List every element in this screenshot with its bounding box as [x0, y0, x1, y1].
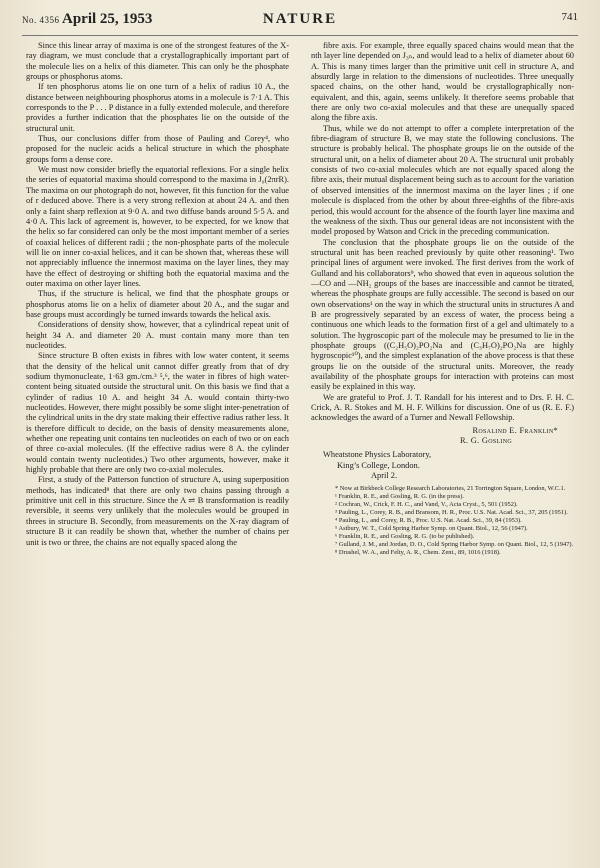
reference-item: * Now at Birkbeck College Research Laboratories, 21 Torrington Square, London, W.C.1. — [335, 485, 566, 493]
paragraph: Thus, if the structure is helical, we find that the phosphate groups or phosphorus atoms lie on a helix of diameter about 20 A., and the sugar and base groups must accordingly be turned inwards towards the helical axis. — [26, 289, 289, 319]
acknowledgements: We are grateful to Prof. J. T. Randall for his interest and to Drs. F. H. C. Crick, A. R. Stokes and M. H. F. Wilkins for discussion. One of us (R. E. F.) acknowledges the award of a Turner and Newall Fellowship. — [311, 392, 574, 423]
reference-item: ⁸ Drushel, W. A., and Felty, A. R., Chem. Zent., 89, 1016 (1918). — [335, 548, 501, 556]
header-rule — [22, 35, 578, 36]
paragraph: The conclusion that the phosphate groups lie on the outside of the structural unit has been reached previously by quite other reasoning¹. Two principal lines of argument were invoked. The first derives from the work of Gulland and his collaborators⁹, who showed that even in aqueous solution the —CO and —NH₂ groups of the bases are inaccessible and cannot be titrated, whereas the phosphate groups are fully accessible. The second is based on our own observations¹ on the way in which the structural units in structures A and B are progressively separated by an excess of water, the process being a continuous one which leads to the formation first of a gel and ultimately to a solution. The hygroscopic part of the molecule may be presumed to lie in the phosphate groups ((C₂H₅O)₂PO₂Na and (C₃H₇O)₂PO₂Na are highly hygroscopic¹⁰), and the simplest explanation of the above process is that these groups lie on the outside of the structural units. Moreover, the ready availability of the phosphate groups for interaction with proteins can most easily be explained in this way. — [311, 237, 574, 392]
paragraph: Thus, our conclusions differ from those of Pauling and Corey⁴, who proposed for the nucleic acids a helical structure in which the phosphate groups form a dense core. — [26, 134, 289, 164]
issue-number: No. 4356 — [22, 15, 60, 25]
paragraph: We must now consider briefly the equatorial reflexions. For a single helix the series of equatorial maxima should correspond to the maxima in J₀(2πrR). The maxima on our photograph do not, however, fit this function for the value of r deduced above. There is a very strong reflexion at about 24 A. and then only a faint sharp reflexion at 9·0 A. and two diffuse bands around 5·5 A. and 4·0 A. This lack of agreement is, however, to be expected, for we know that the helix so far considered can only be the most important member of a series of coaxial helices of different radii ; the non-phosphate parts of the molecule will lie on inner co-axial helices, and it can be shown that, whereas these will not appreciably influence the innermost maxima on the layer lines, they may have the effect of destroying or shifting both the equatorial maxima and the outer maxima on other layer lines. — [26, 165, 289, 288]
author-name: Rosalind E. Franklin* — [472, 425, 558, 435]
signature-block — [311, 426, 574, 482]
right-column — [311, 41, 574, 860]
reference-item: ⁴ Pauling, L., and Corey, R. B., Proc. U.S. Nat. Acad. Sci., 39, 84 (1953). — [335, 517, 522, 525]
paragraph: fibre axis. For example, three equally spaced chains would mean that the nth layer line depended on J₃ₙ, and would lead to a helix of diameter about 60 A. This is many times larger than the primitive unit cell in structure A, and absurdly large in relation to the dimensions of nucleotides. Three unequally spaced chains, on the other hand, would be crystallographically non-equivalent, and this, again, seems unlikely. It therefore seems probable that there are only two co-axial molecules and that these are unequally spaced along the fibre axis. — [311, 41, 574, 123]
journal-title: NATURE — [262, 11, 338, 27]
issue-date: April 25, 1953 — [62, 11, 153, 27]
reference-item: ⁷ Gulland, J. M., and Jordan, D. O., Cold Spring Harbor Symp. on Quant. Biol., 12, 5 (1947). — [335, 540, 574, 548]
left-column — [26, 41, 289, 860]
page-header — [22, 11, 578, 35]
reference-item: ¹ Franklin, R. E., and Gosling, R. G. (in the press). — [335, 493, 465, 501]
page-number: 741 — [561, 11, 578, 23]
affiliation: King’s College, London. — [337, 460, 420, 470]
paragraph: Considerations of density show, however, that a cylindrical repeat unit of height 34 A. and diameter 20 A. must contain many more than ten nucleotides. — [26, 320, 289, 350]
article-body — [26, 41, 574, 860]
paragraph: Thus, while we do not attempt to offer a complete interpretation of the fibre-diagram of structure B, we may state the following conclusions. The structure is probably helical. The phosphate groups lie on the outside of the structural unit, on a helix of diameter about 20 A. The structural unit probably consists of two co-axial molecules which are not equally spaced along the fibre axis, their mutual displacement being such as to account for the variation of observed intensities of the innermost maxima on the layer lines ; if one molecule is displaced from the other by about three-eighths of the fibre-axis period, this would account for the absence of the fourth layer line maxima and the weakness of the sixth. Thus our general ideas are not inconsistent with the model proposed by Watson and Crick in the preceding communication. — [311, 123, 574, 237]
reference-item: ² Cochran, W., Crick, F. H. C., and Vand, V., Acta Cryst., 5, 501 (1952). — [335, 501, 518, 509]
reference-item: ³ Pauling, L., Corey, R. B., and Bransom, H. R., Proc. U.S. Nat. Acad. Sci., 37, 205 (1951). — [335, 509, 568, 517]
letter-date: April 2. — [371, 471, 398, 481]
author-name: R. G. Gosling — [460, 436, 512, 446]
reference-item: ⁶ Franklin, R. E., and Gosling, R. G. (to be published). — [335, 532, 475, 540]
paragraph: If ten phosphorus atoms lie on one turn of a helix of radius 10 A., the distance between neighbouring phosphorus atoms in a molecule is 7·1 A. This corresponds to the P . . . P distance in a fully extended molecule, and therefore provides a further indication that the phosphates lie on the outside of the structural unit. — [26, 82, 289, 133]
paragraph: Since this linear array of maxima is one of the strongest features of the X-ray diagram, we must conclude that a crystallographically important part of the molecule lies on a helix of this diameter. This can only be the phosphate groups or phosphorus atoms. — [26, 41, 289, 82]
affiliation: Wheatstone Physics Laboratory, — [323, 450, 432, 460]
paragraph: First, a study of the Patterson function of structure A, using superposition methods, has indicated⁸ that there are only two chains passing through a primitive unit cell in this structure. Since the A ⇌ B transformation is readily reversible, it seems very unlikely that the molecules would be grouped in threes in structure B. Secondly, from measurements on the X-ray diagram of structure B it can readily be shown that, whether the number of chains per unit is two or three, the chains are not equally spaced along the — [26, 475, 289, 547]
paragraph: Since structure B often exists in fibres with low water content, it seems that the density of the helical unit cannot differ greatly from that of dry sodium thymonucleate, 1·63 gm./cm.³ ⁵,⁶, the water in fibres of high water-content being situated outside the structural unit. On this basis we find that a cylinder of radius 10 A. and height 34 A. would contain thirty-two nucleotides. However, there might possibly be some slight inter-penetration of the cylindrical units in the dry state making their effective radius rather less. It is therefore difficult to decide, on the basis of density measurements alone, whether one repeating unit contains ten nucleotides on each of two or on each of three co-axial molecules. (If the effective radius were 8 A. the cylinder would contain twenty nucleotides.) Two other arguments, however, make it highly probable that there are only two co-axial molecules. — [26, 351, 289, 475]
references — [311, 485, 574, 556]
reference-item: ⁵ Astbury, W. T., Cold Spring Harbor Symp. on Quant. Biol., 12, 56 (1947). — [335, 524, 528, 532]
